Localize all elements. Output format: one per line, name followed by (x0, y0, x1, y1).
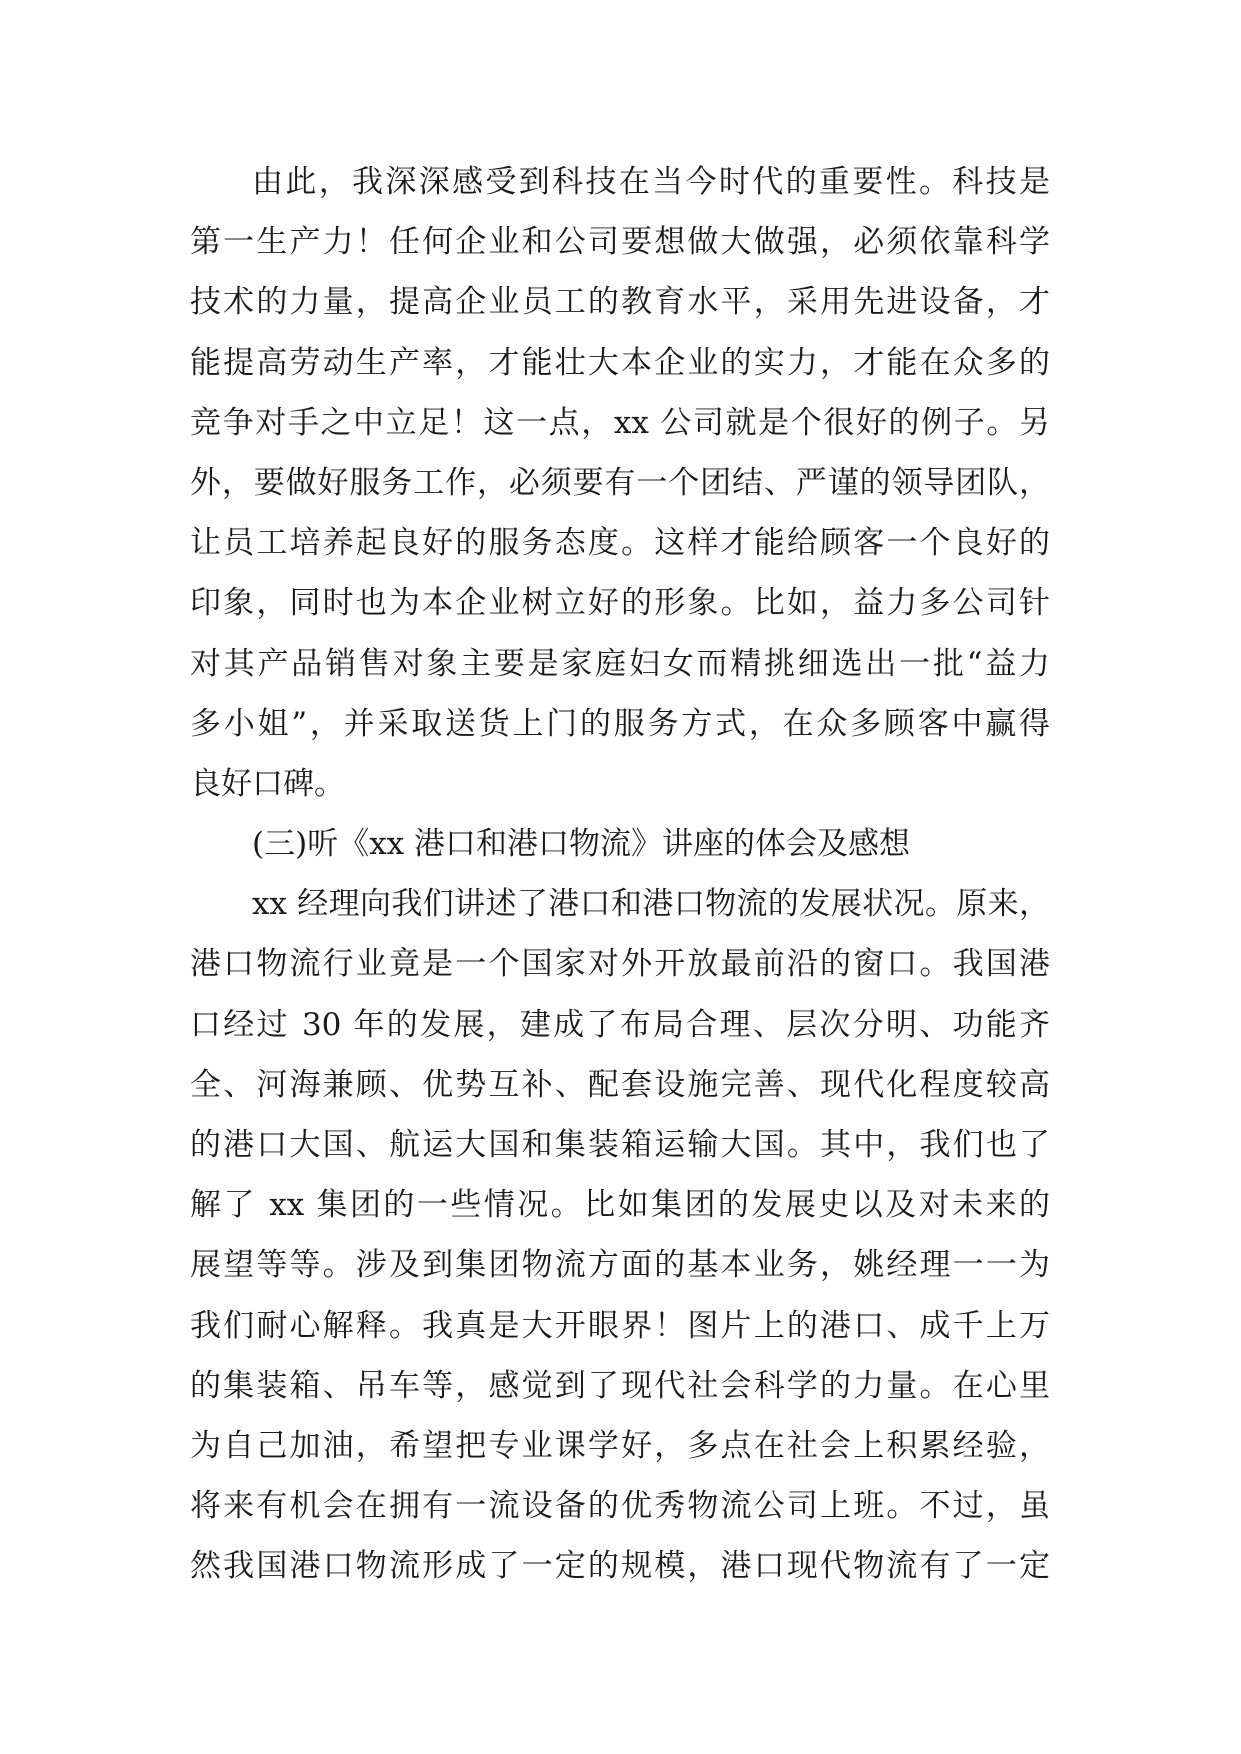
text-line: 全、河海兼顾、优势互补、配套设施完善、现代化程度较高 (190, 1066, 1050, 1103)
text-line: 外，要做好服务工作，必须要有一个团结、严谨的领导团队， (190, 464, 1050, 501)
text-line: 第一生产力！任何企业和公司要想做大做强，必须依靠科学 (190, 224, 1050, 261)
text-line: 港口物流行业竟是一个国家对外开放最前沿的窗口。我国港 (190, 946, 1050, 983)
text-line: 多小姐”，并采取送货上门的服务方式，在众多顾客中赢得 (190, 705, 1050, 742)
text-line: 印象，同时也为本企业树立好的形象。比如，益力多公司针 (190, 585, 1050, 622)
text-line: 技术的力量，提高企业员工的教育水平，采用先进设备，才 (190, 284, 1050, 321)
text-line: 展望等等。涉及到集团物流方面的基本业务，姚经理一一为 (190, 1247, 1050, 1284)
text-line: 让员工培养起良好的服务态度。这样才能给顾客一个良好的 (190, 525, 1050, 562)
text-line: xx 经理向我们讲述了港口和港口物流的发展状况。原来， (252, 886, 1050, 923)
section-heading: (三)听《xx 港口和港口物流》讲座的体会及感想 (252, 826, 911, 863)
paragraph-tech-importance (190, 152, 1050, 814)
text-line: 对其产品销售对象主要是家庭妇女而精挑细选出一批“益力 (190, 645, 1050, 682)
text-line: 解了 xx 集团的一些情况。比如集团的发展史以及对未来的 (190, 1187, 1050, 1224)
text-line: 为自己加油，希望把专业课学好，多点在社会上积累经验， (190, 1427, 1050, 1464)
text-line: 将来有机会在拥有一流设备的优秀物流公司上班。不过，虽 (190, 1488, 1050, 1525)
text-line: 的集装箱、吊车等，感觉到了现代社会科学的力量。在心里 (190, 1367, 1050, 1404)
text-line: 良好口碑。 (190, 765, 345, 802)
paragraph-port-logistics (190, 874, 1050, 1596)
document-body (190, 152, 1050, 1597)
text-line: 口经过 30 年的发展，建成了布局合理、层次分明、功能齐 (190, 1006, 1050, 1043)
text-line: 的港口大国、航运大国和集装箱运输大国。其中，我们也了 (190, 1127, 1050, 1163)
text-line: 我们耐心解释。我真是大开眼界！图片上的港口、成千上万 (190, 1307, 1050, 1344)
text-line: 能提高劳动生产率，才能壮大本企业的实力，才能在众多的 (190, 344, 1050, 381)
text-line: 然我国港口物流形成了一定的规模，港口现代物流有了一定 (190, 1548, 1050, 1585)
text-line: 由此，我深深感受到科技在当今时代的重要性。科技是 (252, 164, 1050, 200)
text-line: 竞争对手之中立足！这一点，xx 公司就是个很好的例子。另 (190, 404, 1050, 441)
